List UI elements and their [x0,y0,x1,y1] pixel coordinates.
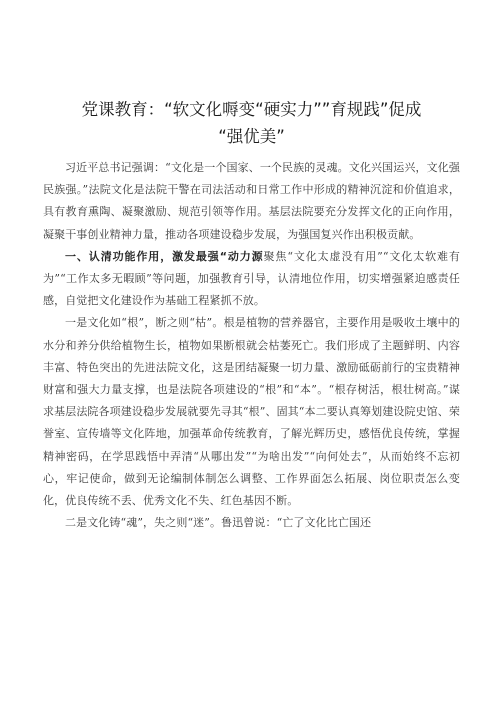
paragraph-section-1 [43,246,460,313]
title-line-2: “强优美” [218,127,285,146]
paragraph-intro-text: 习近平总书记强调：“文化是一个国家、一个民族的灵魂。文化兴国运兴，文化强民族强。”法院文化是法院干警在司法活动和日常工作中形成的精神沉淀和价值追求，具有教育熏陶、凝聚激励、规范引领等作用。基层法院要充分发挥文化的正向作用，凝聚干事创业精神力量，推动各项建设稳步发展，为强国复兴作出积极贡献。 [43,161,460,241]
section-1-text: 聚焦“文化太虚没有用”“文化太软难有为”“工作太多无暇顾”等问题，加强教育引导，认清地位作用，切实增强紧迫感责任感，自觉把文化建设作为基础工程紧抓不放。 [43,249,460,308]
paragraph-root [43,312,460,512]
section-1-heading: 一、认清功能作用，激发最强“动力源 [65,249,264,263]
paragraph-intro [43,157,460,246]
paragraph-soul [43,512,460,534]
title-line-1: 党课教育：“软文化嗕变“硬实力””育规践”促成 [81,100,422,119]
paragraph-root-text: 一是文化如“根”，断之则“枯”。根是植物的营养器官，主要作用是吸收土壤中的水分和养分供给植物生长，植物如果断根就会枯萎死亡。我们形成了主题鲜明、内容丰富、特色突出的先进法院文化，这是团结凝聚一切力量、激励砥砺前行的宝贵精神财富和强大力量支撑，也是法院各项建设的“根”和“本”。“根存树活，根壮树高。”谋求基层法院各项建设稳步发展就要先寻其“根”、固其“本二要认真筹划建设院史馆、荣誉室、宣传墙等文化阵地，加强革命传统教育，了解光辉历史，感悟优良传统，掌握精神密码，在学思践悟中弄清“从哪出发”“为啥出发”“向何处去”，从而始终不忘初心，牢记使命，做到无论编制体制怎么调整、工作界面怎么拓展、岗位职责怎么变化，优良传统不丢、优秀文化不失、红色基因不断。 [43,316,460,508]
document-title [43,96,460,150]
paragraph-soul-text: 二是文化铸“魂”，失之则“迷”。鲁迅曾说：“亡了文化比亡国还 [65,516,372,530]
